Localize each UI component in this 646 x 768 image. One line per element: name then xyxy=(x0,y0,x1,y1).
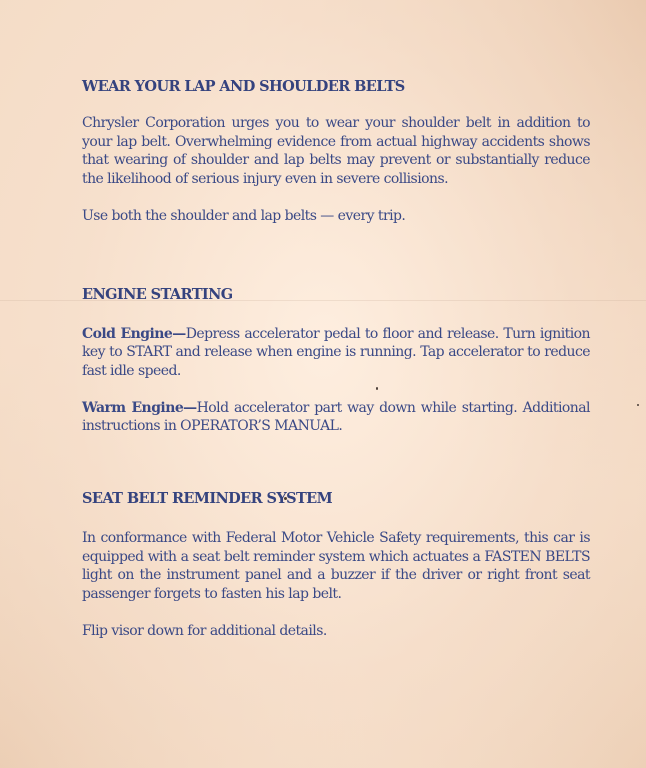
warm-engine-label: Warm Engine— xyxy=(82,399,197,416)
warm-engine-paragraph xyxy=(82,399,590,436)
cold-engine-paragraph xyxy=(82,325,590,381)
cold-engine-label: Cold Engine— xyxy=(82,325,186,342)
section-heading-reminder: SEAT BELT REMINDER SYSTEM xyxy=(82,490,333,508)
belts-reminder-line: Use both the shoulder and lap belts — every trip. xyxy=(82,207,406,224)
warm-engine-text: Hold accelerator part way down while starting. Additional instructions in OPERATOR’S MANUAL. xyxy=(82,399,590,435)
card-content xyxy=(82,76,590,641)
cold-engine-text: Depress accelerator pedal to floor and release. Turn ignition key to START and release when engine is running. Tap accelerator to reduce fast idle speed. xyxy=(82,325,590,379)
paper-speck xyxy=(637,404,639,406)
section-heading-belts: WEAR YOUR LAP AND SHOULDER BELTS xyxy=(82,78,405,95)
section-heading-engine: ENGINE STARTING xyxy=(82,285,233,303)
belts-paragraph: Chrysler Corporation urges you to wear your shoulder belt in addition to your lap belt. Overwhelming evidence from actual highway accidents shows that wearing of shoulder and lap belts may prevent or substantially reduce the likelihood of serious injury even in severe collisions. xyxy=(82,115,590,188)
reminder-paragraph: In conformance with Federal Motor Vehicle Safety requirements, this car is equipped with a seat belt reminder system which actuates a FASTEN BELTS light on the instrument panel and a buzzer if the driver or right front seat passenger forgets to fasten his lap belt. xyxy=(82,530,590,603)
visor-note: Flip visor down for additional details. xyxy=(82,622,327,639)
